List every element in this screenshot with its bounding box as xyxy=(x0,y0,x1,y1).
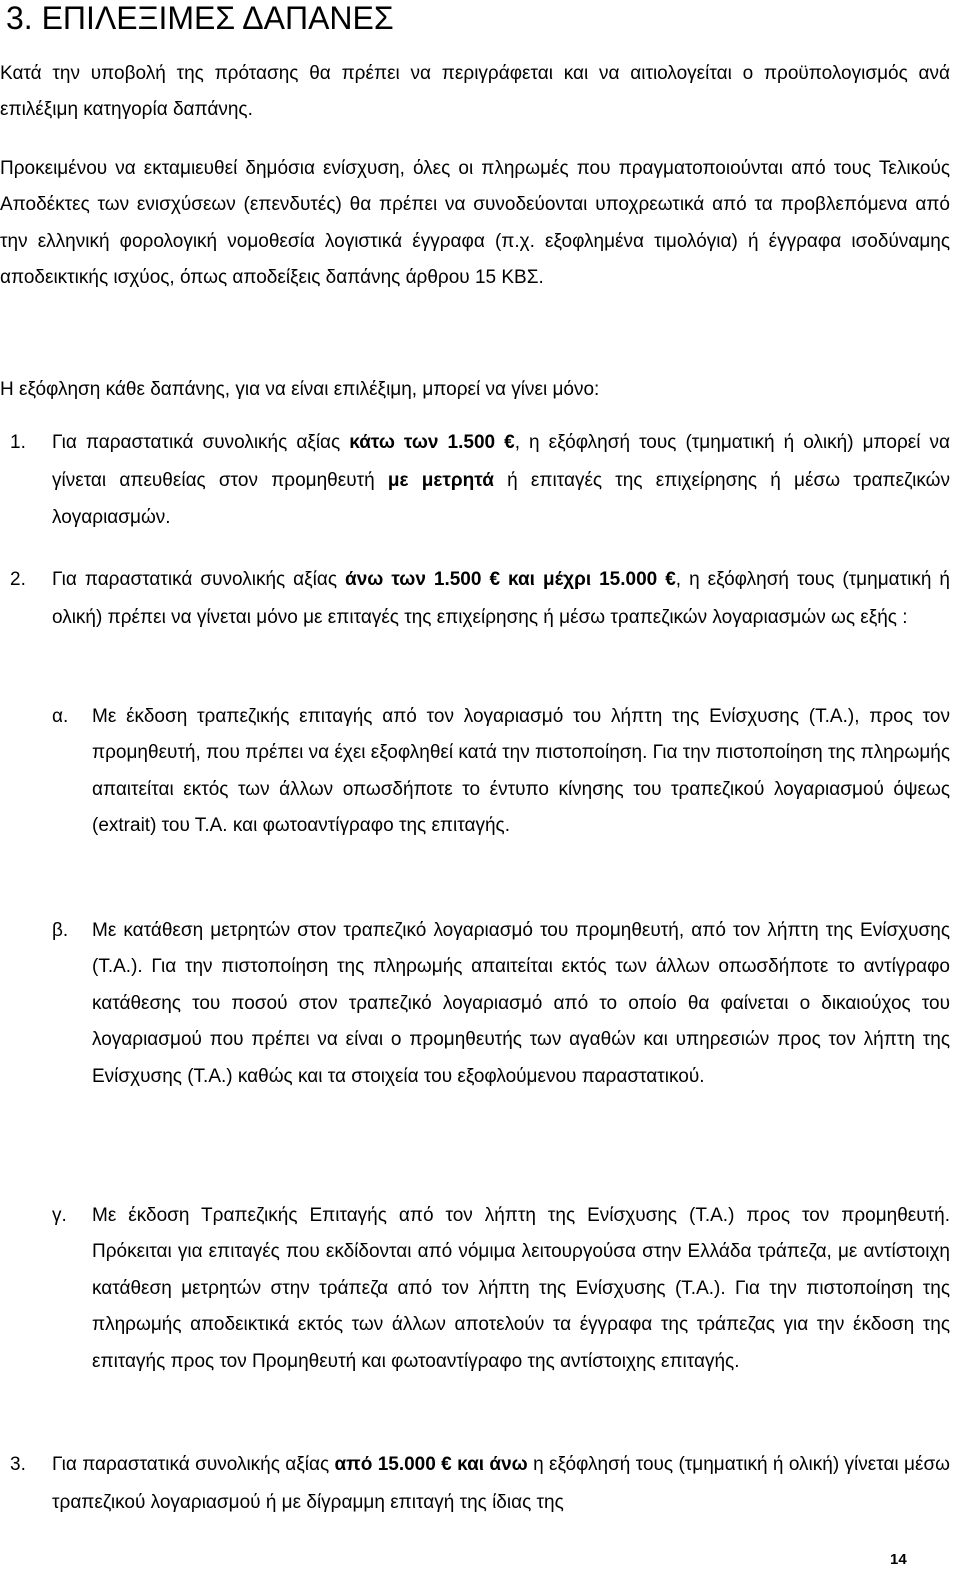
item-number: 2. xyxy=(10,569,26,590)
sub-item-letter: α. xyxy=(52,706,69,727)
sub-item-text: Με έκδοση Τραπεζικής Επιταγής από τον λήπτη της Ενίσχυσης (Τ.Α.) προς τον προμηθευτή. Πρόκειται για επιταγές που εκδίδονται από νόμιμα λειτουργούσα στην Ελλάδα τράπεζα, με αντίστοιχη κατάθεση μετρητών στην τράπεζα από τον λήπτη της Ενίσχυσης (Τ.Α.). Για την πιστοποίηση της πληρωμής αποδεικτικά εκτός των άλλων αποτελούν τα έγγραφα της τράπεζας για την έκδοση της επιταγής προς τον Προμηθευτή και φωτοαντίγραφο της αντίστοιχης επιταγής. xyxy=(92,1205,950,1372)
item-number: 1. xyxy=(10,432,26,453)
item-text: Για παραστατικά συνολικής αξίας από 15.000 € και άνω η εξόφλησή τους (τμηματική ή ολική) γίνεται μέσω τραπεζικού λογαριασμού ή με δίγραμμη επιταγή της ίδιας της xyxy=(52,1454,951,1513)
item-text: Για παραστατικά συνολικής αξίας άνω των 1.500 € και μέχρι 15.000 €, η εξόφλησή τους (τμηματική ή ολική) πρέπει να γίνεται μόνο με επιταγές της επιχείρησης ή μέσω τραπεζικών λογαριασμών ως εξής : xyxy=(52,569,950,628)
payment-rules-lead: Η εξόφληση κάθε δαπάνης, για να είναι επιλέξιμη, μπορεί να γίνει μόνο: xyxy=(0,379,600,400)
sub-item-letter: γ. xyxy=(52,1205,67,1226)
intro-paragraph: Κατά την υποβολή της πρότασης θα πρέπει να περιγράφεται και να αιτιολογείται ο προϋπολογισμός ανά επιλέξιμη κατηγορία δαπάνης. xyxy=(0,63,950,121)
sub-item-text: Με κατάθεση μετρητών στον τραπεζικό λογαριασμό του προμηθευτή, από τον λήπτη της Ενίσχυσης (Τ.Α.). Για την πιστοποίηση της πληρωμής απαιτείται εκτός των άλλων οπωσδήποτε το αντίγραφο κατάθεσης του ποσού στον τραπεζικό λογαριασμό από το οποίο θα φαίνεται ο δικαιούχος του λογαριασμού που πρέπει να είναι ο προμηθευτής των αγαθών και υπηρεσιών προς τον λήπτη της Ενίσχυσης (Τ.Α.) καθώς και τα στοιχεία του εξοφλούμενου παραστατικού. xyxy=(92,920,950,1087)
item-text: Για παραστατικά συνολικής αξίας κάτω των 1.500 €, η εξόφλησή τους (τμηματική ή ολική) μπορεί να γίνεται απευθείας στον προμηθευτή με μετρητά ή επιταγές της επιχείρησης ή μέσω τραπεζικών λογαριασμών. xyxy=(52,432,950,528)
sub-item-letter: β. xyxy=(52,920,69,941)
sub-item-text: Με έκδοση τραπεζικής επιταγής από τον λογαριασμό του λήπτη της Ενίσχυσης (Τ.Α.), προς τον προμηθευτή, που πρέπει να έχει εξοφληθεί κατά την πιστοποίηση. Για την πιστοποίηση της πληρωμής απαιτείται εκτός των άλλων οπωσδήποτε το έντυπο κίνησης του τραπεζικού λογαριασμού όψεως (extrait) του Τ.Α. και φωτοαντίγραφο της επιταγής. xyxy=(92,706,950,837)
payment-requirements-paragraph: Προκειμένου να εκταμιευθεί δημόσια ενίσχυση, όλες οι πληρωμές που πραγματοποιούνται από τους Τελικούς Αποδέκτες των ενισχύσεων (επενδυτές) θα πρέπει να συνοδεύονται υποχρεωτικά από τα προβλεπόμενα από την ελληνική φορολογική νομοθεσία λογιστικά έγγραφα (π.χ. εξοφλημένα τιμολόγια) ή έγγραφα ισοδύναμης αποδεικτικής ισχύος, όπως αποδείξεις δαπάνης άρθρου 15 ΚΒΣ. xyxy=(0,158,950,289)
item-number: 3. xyxy=(10,1454,26,1475)
section-heading: 3. ΕΠΙΛΕΞΙΜΕΣ ΔΑΠΑΝΕΣ xyxy=(6,0,394,36)
page-number: 14 xyxy=(890,1551,907,1568)
